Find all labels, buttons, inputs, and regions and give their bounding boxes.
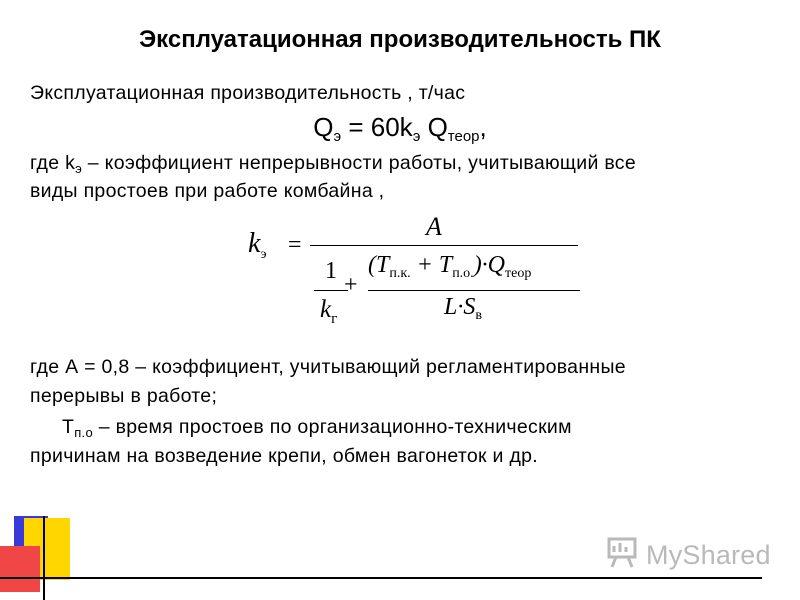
formula-kr: $k_г$ bbox=[320, 296, 338, 327]
formula-plus: + bbox=[344, 272, 358, 298]
slide-title: Эксплуатационная производительность ПК bbox=[139, 26, 661, 53]
a-definition-line-1: где А = 0,8 – коэффициент, учитывающий регламентированные bbox=[30, 356, 626, 378]
formula-inner-denominator: $L\cdot S_в$ bbox=[444, 294, 482, 323]
formula-inner-numerator: $(T_{п.к.} + T_{п.о.})\cdot Q_{теор}$ bbox=[368, 252, 532, 281]
t-definition-line-1: $Т_{п.о}$ – время простоев по организационно-техническим bbox=[62, 416, 572, 440]
formula-numerator-A: A bbox=[426, 212, 442, 241]
horizontal-divider-line bbox=[0, 577, 762, 579]
k-definition-line-1: где $k_э$ – коэффициент непрерывности работы, учитывающий все bbox=[30, 152, 636, 176]
k-definition-line-2: виды простоев при работе комбайна , bbox=[30, 180, 385, 202]
formula-k: $k_э$ bbox=[248, 228, 267, 262]
formula-small-fraction-bar bbox=[314, 290, 348, 291]
main-formula: $Q_э = 60k_э$ $Q_{теор}$, bbox=[313, 112, 487, 145]
vertical-divider-line bbox=[43, 516, 45, 600]
presentation-board-icon bbox=[606, 535, 640, 576]
formula-one: 1 bbox=[325, 258, 337, 284]
k-formula bbox=[248, 214, 588, 332]
watermark-text: MyShared bbox=[646, 539, 771, 570]
formula-equals: = bbox=[288, 232, 302, 258]
myshared-watermark bbox=[606, 538, 771, 572]
formula-inner-fraction-bar bbox=[368, 290, 580, 291]
formula-main-fraction-bar bbox=[310, 245, 578, 246]
a-definition-line-2: перерывы в работе; bbox=[30, 385, 218, 407]
red-decor-square bbox=[0, 546, 40, 592]
t-definition-line-2: причинам на возведение крепи, обмен вагонеток и др. bbox=[30, 445, 538, 467]
intro-text: Эксплуатационная производительность , т/час bbox=[30, 82, 466, 104]
